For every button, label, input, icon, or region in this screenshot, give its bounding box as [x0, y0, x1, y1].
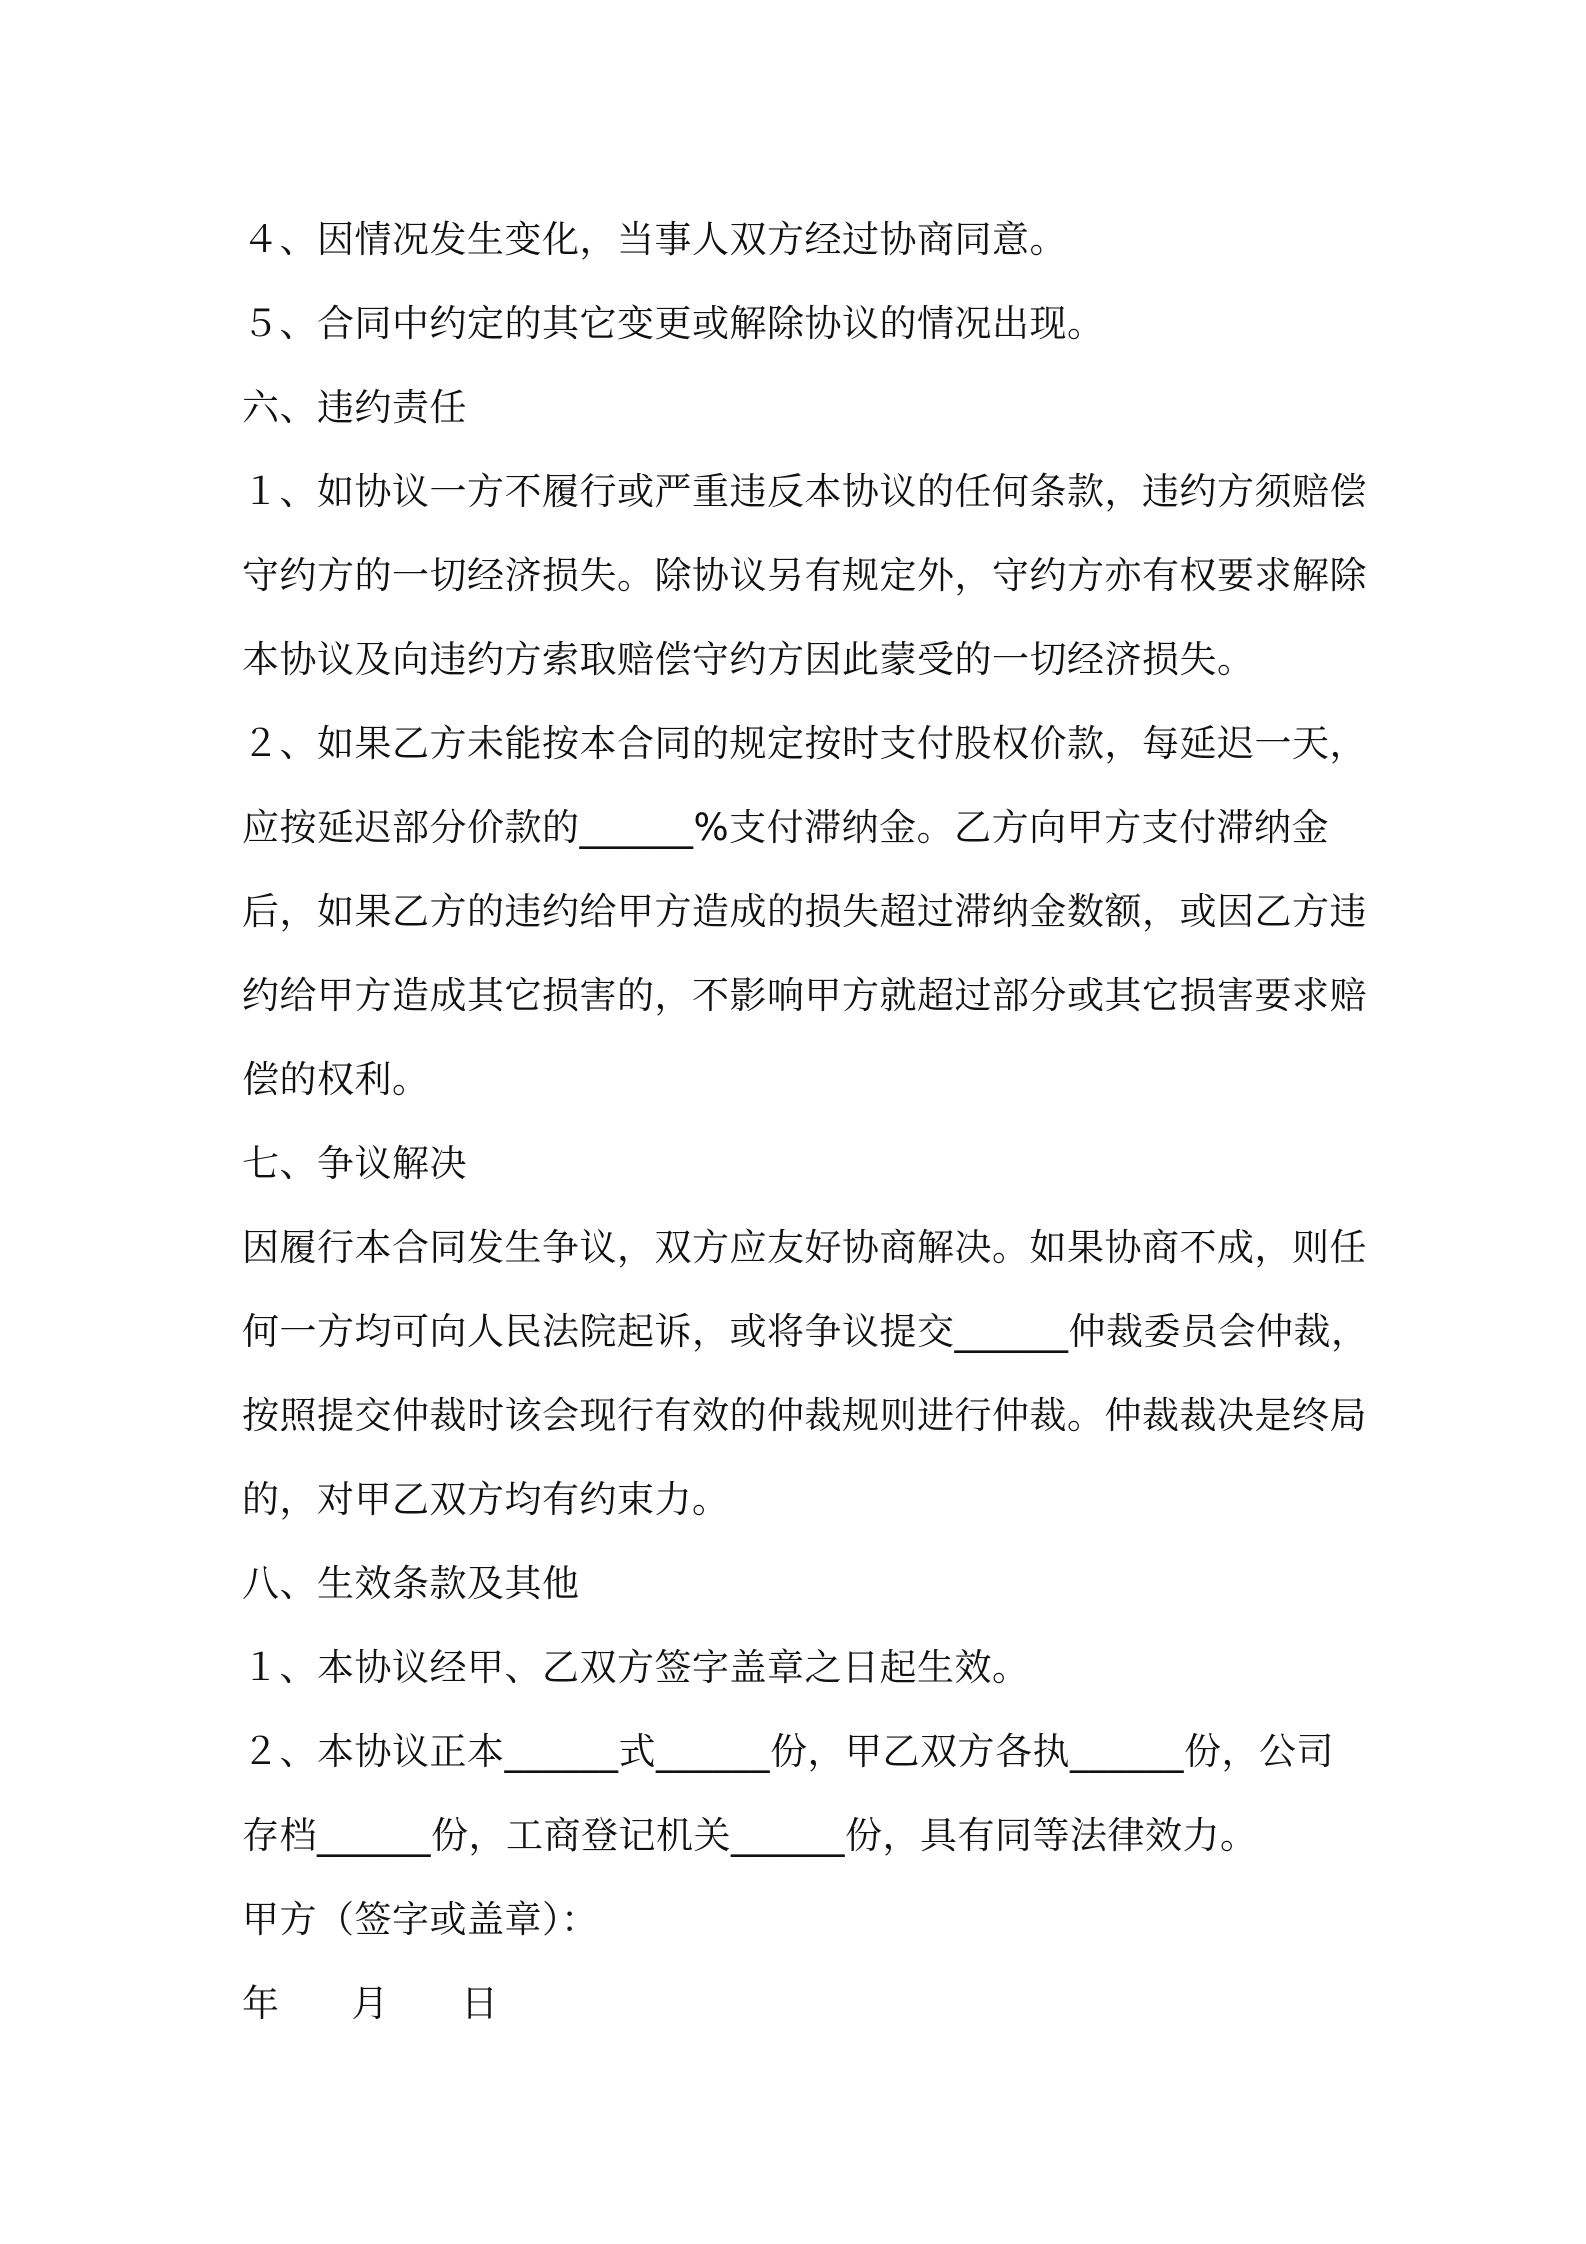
breach-clause-2-line-2: 应按延迟部分价款的______%支付滞纳金。乙方向甲方支付滞纳金 [242, 806, 1330, 849]
dispute-line-3: 按照提交仲裁时该会现行有效的仲裁规则进行仲裁。仲裁裁决是终局 [242, 1394, 1367, 1437]
breach-clause-2-line-4: 约给甲方造成其它损害的，不影响甲方就超过部分或其它损害要求赔 [242, 974, 1367, 1017]
breach-clause-2-line-3: 后，如果乙方的违约给甲方造成的损失超过滞纳金数额，或因乙方违 [242, 890, 1367, 933]
section-heading-dispute: 七、争议解决 [242, 1142, 467, 1185]
section-heading-breach: 六、违约责任 [242, 386, 467, 429]
dispute-line-4: 的，对甲乙双方均有约束力。 [242, 1478, 730, 1521]
contract-body [242, 198, 1372, 2046]
clause-5-line: ５、合同中约定的其它变更或解除协议的情况出现。 [242, 302, 1105, 345]
effect-clause-2-line-2: 存档______份，工商登记机关______份，具有同等法律效力。 [242, 1814, 1258, 1857]
date-day: 日 [461, 1982, 499, 2025]
date-year: 年 [242, 1982, 280, 2025]
effect-clause-1-line: １、本协议经甲、乙双方签字盖章之日起生效。 [242, 1646, 1030, 1689]
breach-clause-1-line-1: １、如协议一方不履行或严重违反本协议的任何条款，违约方须赔偿 [242, 470, 1367, 513]
dispute-line-2: 何一方均可向人民法院起诉，或将争议提交______仲裁委员会仲裁， [242, 1310, 1369, 1353]
breach-clause-1-line-2: 守约方的一切经济损失。除协议另有规定外，守约方亦有权要求解除 [242, 554, 1367, 597]
breach-clause-2-line-5: 偿的权利。 [242, 1058, 430, 1101]
section-heading-effect: 八、生效条款及其他 [242, 1562, 580, 1605]
date-line [242, 1962, 1372, 2046]
dispute-line-1: 因履行本合同发生争议，双方应友好协商解决。如果协商不成，则任 [242, 1226, 1367, 1269]
effect-clause-2-line-1: ２、本协议正本______式______份，甲乙双方各执______份，公司 [242, 1730, 1334, 1773]
party-a-signature-label: 甲方（签字或盖章）： [242, 1898, 599, 1941]
date-month: 月 [351, 1982, 389, 2025]
breach-clause-1-line-3: 本协议及向违约方索取赔偿守约方因此蒙受的一切经济损失。 [242, 638, 1255, 681]
clause-4-line: ４、因情况发生变化，当事人双方经过协商同意。 [242, 218, 1067, 261]
breach-clause-2-line-1: ２、如果乙方未能按本合同的规定按时支付股权价款，每延迟一天， [242, 722, 1367, 765]
